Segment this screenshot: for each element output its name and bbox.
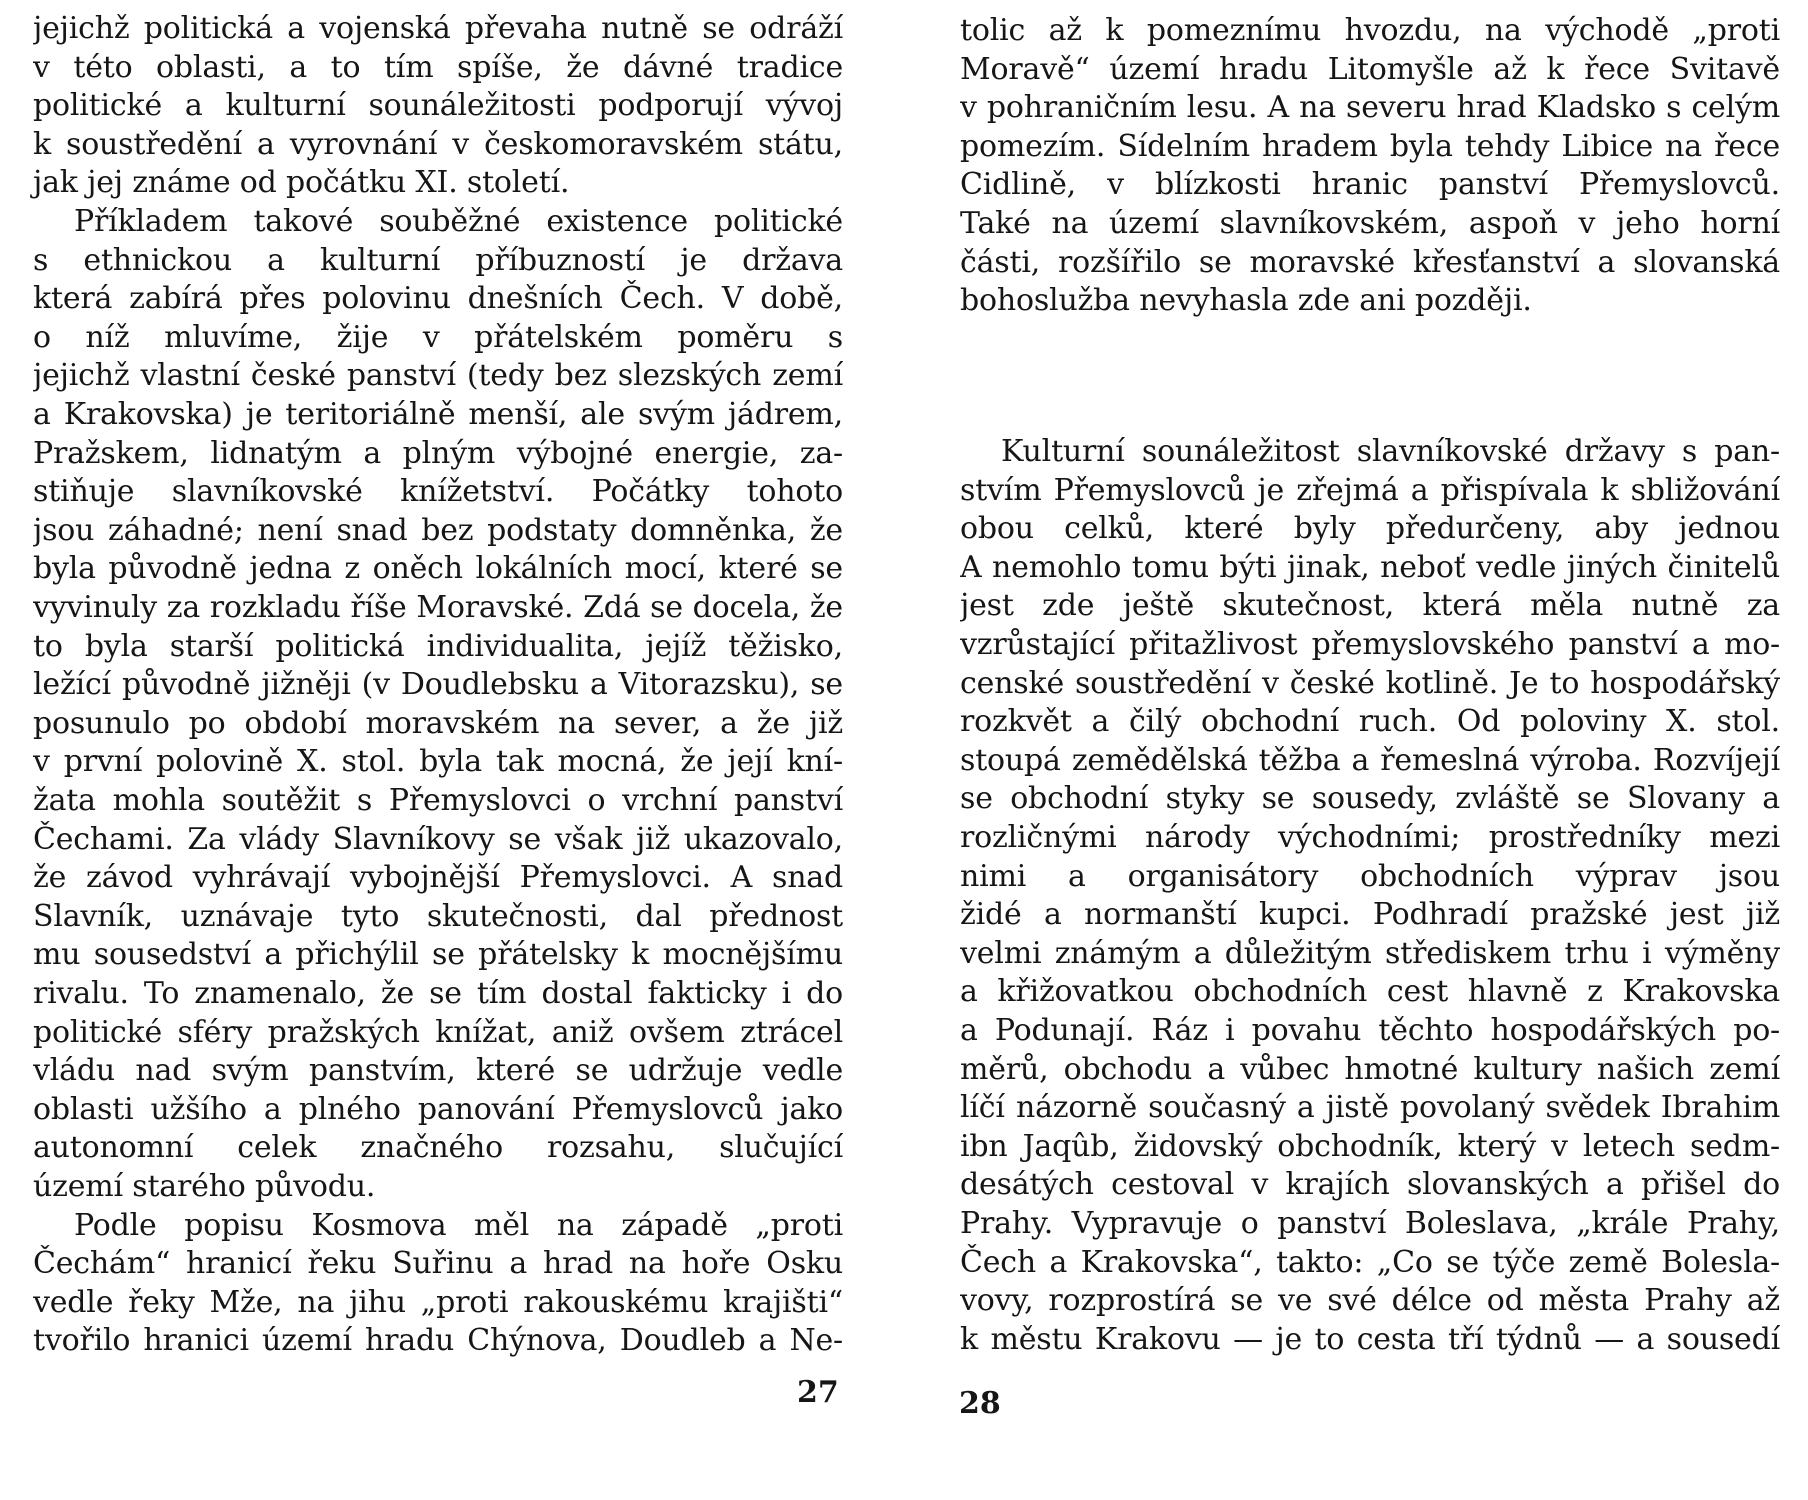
text-line: tvořilo hranici území hradu Chýnova, Doudleb a Ne- [33,1323,843,1359]
text-line: v první polovině X. stol. byla tak mocná, že její kní- [33,744,843,780]
text-line: žata mohla soutěžit s Přemyslovci o vrchní panství [33,783,843,818]
text-line: stiňuje slavníkovské knížetství. Počátky tohoto [33,474,843,510]
text-line: o níž mluvíme, žije v přátelském poměru s [33,319,843,355]
text-line: to byla starší politická individualita, jejíž těžisko, [33,628,843,664]
text-line: a Podunají. Ráz i povahu těchto hospodářských po- [960,1013,1780,1048]
text-line: velmi známým a důležitým střediskem trhu i výměny [960,935,1780,971]
text-line: v pohraničním lesu. A na severu hrad Kladsko s celým [960,90,1780,126]
text-line: desátých cestoval v krajích slovanských a přišel do [960,1167,1780,1203]
text-line: posunulo po období moravském na sever, a že již [33,705,843,741]
text-line: tolic až k pomeznímu hvozdu, na východě „proti [960,13,1780,48]
text-line: vovy, rozprostírá se ve své délce od města Prahy až [960,1283,1780,1319]
text-line: jejichž vlastní české panství (tedy bez slezských zemí [33,358,843,394]
text-line: že závod vyhrávají vybojnější Přemyslovci. A snad [33,860,843,896]
text-line: s ethnickou a kulturní příbuzností je država [33,242,843,278]
text-line: jejichž politická a vojenská převaha nutně se odráží [33,11,843,46]
text-line: vedle řeky Mže, na jihu „proti rakouskému krajišti“ [33,1284,843,1320]
text-line: byla původně jedna z oněch lokálních mocí, které se [33,551,843,587]
right-page [930,0,1808,1500]
text-line: Slavník, uznávaje tyto skutečnosti, dal přednost [33,898,843,934]
text-line: autonomní celek značného rozsahu, slučující [33,1130,843,1166]
text-line: Čechám“ hranicí řeku Suřinu a hrad na hoře Osku [33,1246,843,1282]
text-line: Moravě“ území hradu Litomyšle až k řece Svitavě [960,51,1780,87]
text-line: Cidlině, v blízkosti hranic panství Přemyslovců. [960,167,1780,203]
text-line: k soustředění a vyrovnání v českomoravském státu, [33,126,843,162]
text-line: území starého původu. [33,1169,376,1204]
text-line: nimi a organisátory obchodních výprav jsou [960,858,1780,894]
text-line: Čechami. Za vlády Slavníkovy se však již ukazovalo, [33,821,843,857]
text-line: která zabírá přes polovinu dnešních Čech. V době, [33,281,843,317]
page-number-right: 28 [959,1386,1001,1421]
text-line: Prahy. Vypravuje o panství Boleslava, „krále Prahy, [960,1206,1780,1241]
text-line: politické a kulturní sounáležitosti podporují vývoj [33,88,843,124]
text-line: A nemohlo tomu býti jinak, neboť vedle jiných činitelů [960,549,1780,585]
text-line: Příkladem takové souběžné existence politické [74,204,843,239]
page-number-left: 27 [797,1375,839,1410]
text-line: Pražskem, lidnatým a plným výbojné energie, za- [33,435,843,471]
text-line: oblasti užšího a plného panování Přemyslovců jako [33,1091,843,1127]
text-line: jsou záhadné; není snad bez podstaty domněnka, že [33,512,843,548]
text-line: vládu nad svým panstvím, které se udržuje vedle [33,1053,843,1089]
text-line: vyvinuly za rozkladu říše Moravské. Zdá se docela, že [33,590,843,625]
text-line: měrů, obchodu a vůbec hmotné kultury našich zemí [960,1051,1780,1087]
text-line: stvím Přemyslovců je zřejmá a přispívala k sbližování [960,472,1780,508]
text-line: líčí názorně současný a jistě povolaný svědek Ibrahim [960,1090,1780,1126]
text-line: ibn Jaqûb, židovský obchodník, který v letech sedm- [960,1128,1780,1164]
text-line: jest zde ještě skutečnost, která měla nutně za [960,588,1780,624]
text-line: a křižovatkou obchodních cest hlavně z Krakovska [960,974,1780,1010]
text-line: rozkvět a čilý obchodní ruch. Od poloviny X. stol. [960,704,1780,740]
text-line: v této oblasti, a to tím spíše, že dávné tradice [33,49,843,85]
text-line: pomezím. Sídelním hradem byla tehdy Libice na řece [960,128,1780,164]
text-line: židé a normanští kupci. Podhradí pražské jest již [960,897,1780,933]
text-line: censké soustředění v české kotlině. Je to hospodářský [960,665,1780,701]
text-line: části, rozšířilo se moravské křesťanství a slovanská [960,244,1780,280]
text-line: mu sousedství a přichýlil se přátelsky k mocnějšímu [33,937,843,973]
text-line: k městu Krakovu — je to cesta tří týdnů — a sousedí [960,1321,1780,1357]
text-line: obou celků, které byly předurčeny, aby jednou [960,511,1780,547]
text-line: rivalu. To znamenalo, že se tím dostal fakticky i do [33,976,843,1011]
text-line: a Krakovska) je teritoriálně menší, ale svým jádrem, [33,397,843,432]
text-line: se obchodní styky se sousedy, zvláště se Slovany a [960,781,1780,817]
text-line: Také na území slavníkovském, aspoň v jeho horní [960,206,1780,241]
text-line: ležící původně jižněji (v Doudlebsku a Vitorazsku), se [33,667,843,703]
text-line: rozličnými národy východními; prostředníky mezi [960,820,1780,855]
text-line: bohoslužba nevyhasla zde ani později. [960,283,1532,319]
text-line: jak jej známe od počátku XI. století. [33,165,570,201]
text-line: Čech a Krakovska“, takto: „Co se týče země Bolesla- [960,1244,1780,1280]
text-line: vzrůstající přitažlivost přemyslovského panství a mo- [960,627,1780,662]
text-line: Podle popisu Kosmova měl na západě „proti [74,1207,843,1243]
text-line: stoupá zemědělská těžba a řemeslná výroba. Rozvíjejí [960,742,1780,778]
text-line: Kulturní sounáležitost slavníkovské državy s pan- [1001,434,1780,469]
left-page [0,0,860,1500]
text-line: politické sféry pražských knížat, aniž ovšem ztrácel [33,1014,843,1050]
